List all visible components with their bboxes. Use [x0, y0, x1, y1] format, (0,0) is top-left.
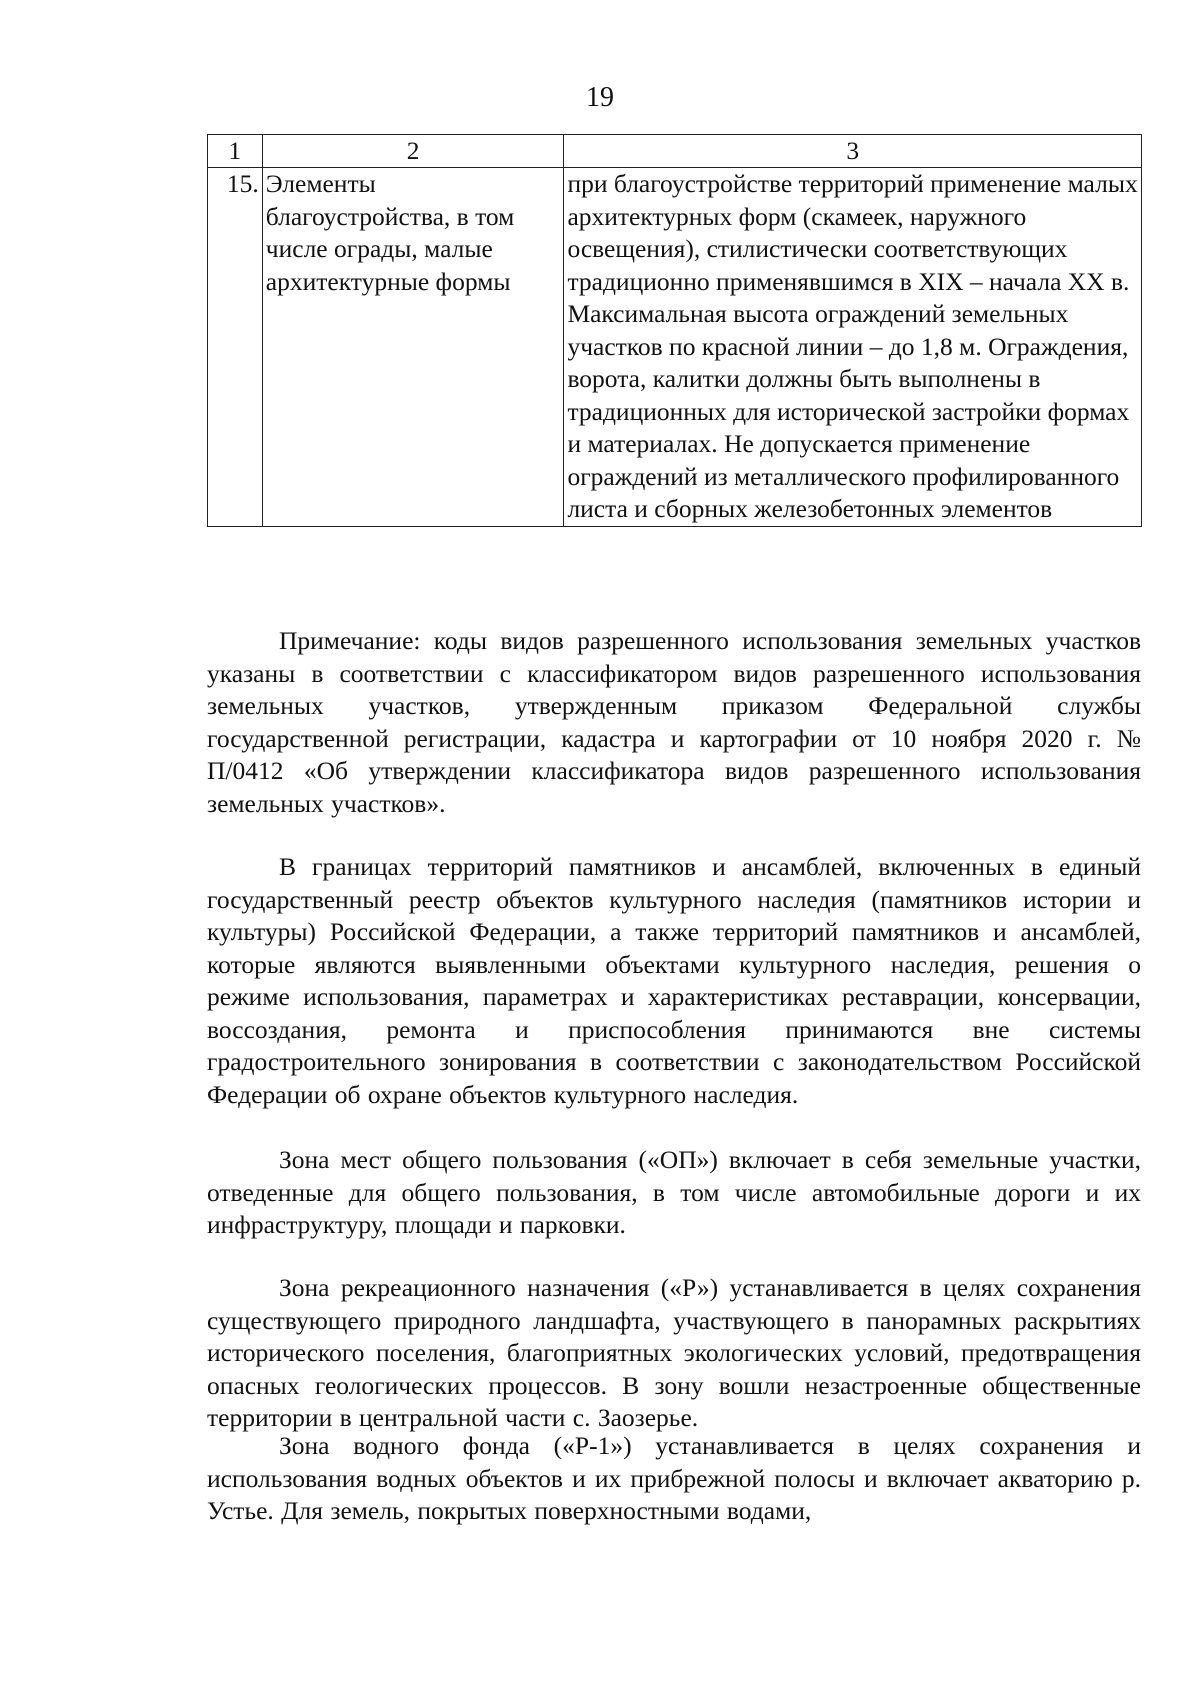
- note-paragraph: Примечание: коды видов разрешенного использования земельных участков указаны в соответствии с классификатором видов разрешенного использования земельных участков, утвержденным приказом Федеральной службы государственной регистрации, кадастра и картографии от 10 ноября 2020 г. № П/0412 «Об утверждении классификатора видов разрешенного использования земельных участков».: [207, 626, 1141, 818]
- table-row: [208, 168, 1142, 527]
- table-header-row: [208, 135, 1142, 168]
- page-number: 19: [586, 82, 614, 113]
- regulations-table: [207, 134, 1142, 527]
- row-description-cell: при благоустройстве территорий применение малых архитектурных форм (скамеек, наружного освещения), стилистически соответствующих традиционно применявшимся в XIX – начала XX в. Максимальная высота ограждений земельных участков по красной линии – до 1,8 м. Ограждения, ворота, калитки должны быть выполнены в традиционных для исторической застройки формах и материалах. Не допускается применение ограждений из металлического профилированного листа и сборных железобетонных элементов: [564, 168, 1142, 527]
- r1-zone-paragraph: Зона водного фонда («Р-1») устанавливается в целях сохранения и использования водных объектов и их прибрежной полосы и включает акваторию р. Устье. Для земель, покрытых поверхностными водами,: [207, 1431, 1141, 1525]
- row-name-cell: Элементы благоустройства, в том числе ограды, малые архитектурные формы: [262, 168, 564, 527]
- op-zone-paragraph: Зона мест общего пользования («ОП») включает в себя земельные участки, отведенные для общего пользования, в том числе автомобильные дороги и их инфраструктуру, площади и парковки.: [207, 1145, 1141, 1239]
- table-header-cell-2: 2: [262, 135, 564, 168]
- table-header-cell-1: 1: [208, 135, 263, 168]
- r-zone-paragraph: Зона рекреационного назначения («Р») устанавливается в целях сохранения существующего природного ландшафта, участвующего в панорамных раскрытиях исторического поселения, благоприятных экологических условий, предотвращения опасных геологических процессов. В зону вошли незастроенные общественные территории в центральной части с. Заозерье.: [207, 1273, 1141, 1432]
- heritage-borders-paragraph: В границах территорий памятников и ансамблей, включенных в единый государственный реестр объектов культурного наследия (памятников истории и культуры) Российской Федерации, а также территорий памятников и ансамблей, которые являются выявленными объектами культурного наследия, решения о режиме использования, параметрах и характеристиках реставрации, консервации, воссоздания, ремонта и приспособления принимаются вне системы градостроительного зонирования в соответствии с законодательством Российской Федерации об охране объектов культурного наследия.: [207, 852, 1141, 1109]
- table-header-cell-3: 3: [564, 135, 1142, 168]
- row-number-cell: 15.: [208, 168, 263, 527]
